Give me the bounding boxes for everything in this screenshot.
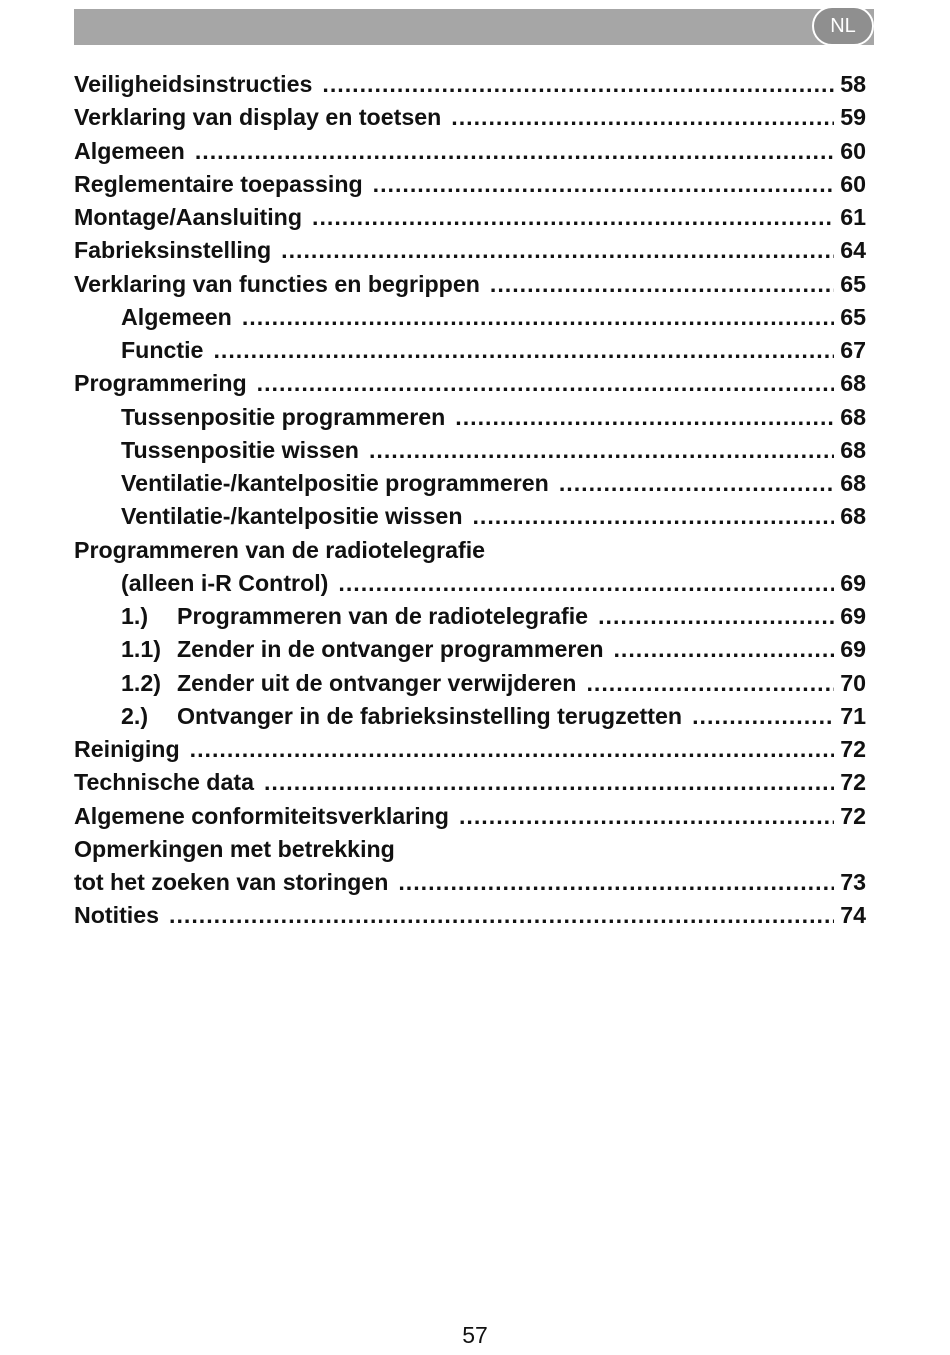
toc-entry[interactable] — [74, 700, 866, 733]
toc-entry-title: Zender uit de ontvanger verwijderen — [177, 669, 577, 696]
toc-dot-leader — [369, 434, 834, 467]
toc-entry[interactable] — [74, 201, 866, 234]
toc-entry-title: Verklaring van display en toetsen — [74, 104, 442, 131]
toc-entry[interactable] — [74, 899, 866, 932]
toc-entry-page: 68 — [840, 470, 866, 496]
toc-entry[interactable] — [74, 101, 866, 134]
toc-entry-title: tot het zoeken van storingen — [74, 869, 389, 895]
toc-entry-title: Programmeren van de radiotelegrafie — [177, 603, 589, 629]
toc-entry[interactable] — [74, 500, 866, 533]
toc-entry-page: 61 — [840, 204, 866, 230]
toc-dot-leader — [613, 633, 834, 666]
toc-entry-title: Programmeren van de radiotelegrafie — [74, 536, 486, 563]
toc-entry-page: 58 — [840, 71, 866, 97]
toc-dot-leader — [692, 700, 834, 733]
toc-entry-title: Ventilatie-/kantelpositie programmeren — [121, 470, 549, 496]
toc-dot-leader — [242, 301, 834, 334]
toc-dot-leader — [598, 600, 834, 633]
toc-entry-number: 2.) — [121, 702, 149, 729]
toc-entry-title: Reglementaire toepassing — [74, 170, 363, 197]
toc-entry[interactable] — [74, 600, 866, 633]
toc-dot-leader — [338, 567, 834, 600]
toc-entry-title: Verklaring van functies en begrippen — [74, 270, 480, 297]
toc-dot-leader — [213, 334, 834, 367]
toc-entry-page: 68 — [840, 370, 866, 397]
toc-entry[interactable] — [74, 733, 866, 766]
toc-entry-title: Ontvanger in de fabrieksinstelling terugzetten — [177, 702, 683, 729]
toc-dot-leader — [281, 234, 834, 267]
toc-entry[interactable] — [74, 334, 866, 367]
header-bar — [74, 9, 874, 45]
toc-entry[interactable] — [74, 667, 866, 700]
toc-entry-number: 1.2) — [121, 669, 161, 696]
toc-entry-title: Functie — [121, 337, 204, 363]
toc-entry[interactable] — [74, 401, 866, 434]
toc-entry-title: Tussenpositie wissen — [121, 436, 359, 463]
toc-entry-title: Tussenpositie programmeren — [121, 403, 446, 430]
toc-entry-page: 72 — [840, 802, 866, 829]
toc-entry-page: 68 — [840, 436, 866, 463]
toc-entry[interactable] — [74, 234, 866, 267]
toc-entry-title: Ventilatie-/kantelpositie wissen — [121, 503, 463, 530]
toc-entry[interactable] — [74, 633, 866, 666]
toc-dot-leader — [398, 866, 834, 899]
toc-entry-page: 72 — [840, 769, 866, 796]
toc-entry[interactable] — [74, 268, 866, 301]
toc-entry-page: 60 — [840, 137, 866, 164]
toc-dot-leader — [373, 168, 835, 201]
page-number: 57 — [462, 1322, 488, 1348]
toc-entry-page: 59 — [840, 104, 866, 131]
toc-entry[interactable] — [74, 766, 866, 799]
toc-entry-title: Notities — [74, 902, 160, 929]
toc-entry[interactable] — [74, 168, 866, 201]
toc-entry-title: Technische data — [74, 769, 254, 796]
table-of-contents — [74, 68, 866, 933]
toc-entry-page: 68 — [840, 403, 866, 430]
toc-dot-leader — [312, 201, 834, 234]
toc-entry-number: 1.1) — [121, 636, 161, 663]
toc-entry-title: Reiniging — [74, 736, 180, 762]
toc-entry[interactable] — [74, 135, 866, 168]
toc-entry-page: 68 — [840, 503, 866, 530]
toc-entry[interactable] — [74, 301, 866, 334]
toc-dot-leader — [322, 68, 834, 101]
toc-dot-leader — [472, 500, 834, 533]
toc-entry-page: 74 — [840, 902, 866, 929]
toc-entry-page: 72 — [840, 736, 866, 762]
toc-dot-leader — [586, 667, 834, 700]
toc-entry-title: Algemene conformiteitsverklaring — [74, 802, 449, 829]
language-badge: NL — [812, 6, 874, 46]
toc-entry[interactable] — [74, 866, 866, 899]
toc-entry-page: 64 — [840, 237, 866, 264]
toc-entry-title: Algemeen — [74, 137, 185, 164]
toc-dot-leader — [195, 135, 834, 168]
toc-entry[interactable] — [74, 833, 866, 866]
toc-entry[interactable] — [74, 68, 866, 101]
toc-entry-page: 65 — [840, 270, 866, 297]
toc-entry-page: 60 — [840, 170, 866, 197]
toc-entry-title: (alleen i-R Control) — [121, 569, 329, 596]
toc-dot-leader — [257, 367, 835, 400]
toc-entry[interactable] — [74, 567, 866, 600]
toc-dot-leader — [190, 733, 835, 766]
toc-entry-page: 65 — [840, 303, 866, 330]
toc-entry-title: Zender in de ontvanger programmeren — [177, 636, 604, 663]
toc-entry-title: Programmering — [74, 370, 247, 397]
toc-entry[interactable] — [74, 467, 866, 500]
toc-entry-page: 69 — [840, 603, 866, 629]
toc-dot-leader — [559, 467, 834, 500]
toc-entry[interactable] — [74, 800, 866, 833]
toc-dot-leader — [451, 101, 834, 134]
toc-dot-leader — [169, 899, 834, 932]
toc-dot-leader — [264, 766, 834, 799]
toc-entry-page: 69 — [840, 569, 866, 596]
toc-entry-title: Fabrieksinstelling — [74, 237, 272, 264]
toc-entry[interactable] — [74, 434, 866, 467]
toc-entry-page: 73 — [840, 869, 866, 895]
toc-dot-leader — [455, 401, 834, 434]
toc-entry-title: Opmerkingen met betrekking — [74, 835, 395, 862]
toc-entry[interactable] — [74, 534, 866, 567]
toc-entry-number: 1.) — [121, 603, 149, 629]
toc-entry-page: 71 — [840, 702, 866, 729]
toc-entry-title: Montage/Aansluiting — [74, 204, 303, 230]
toc-entry-title: Algemeen — [121, 303, 232, 330]
toc-dot-leader — [459, 800, 834, 833]
toc-entry-page: 67 — [840, 337, 866, 363]
toc-entry[interactable] — [74, 367, 866, 400]
toc-entry-title: Veiligheidsinstructies — [74, 71, 313, 97]
toc-entry-page: 70 — [840, 669, 866, 696]
toc-dot-leader — [490, 268, 834, 301]
toc-entry-page: 69 — [840, 636, 866, 663]
